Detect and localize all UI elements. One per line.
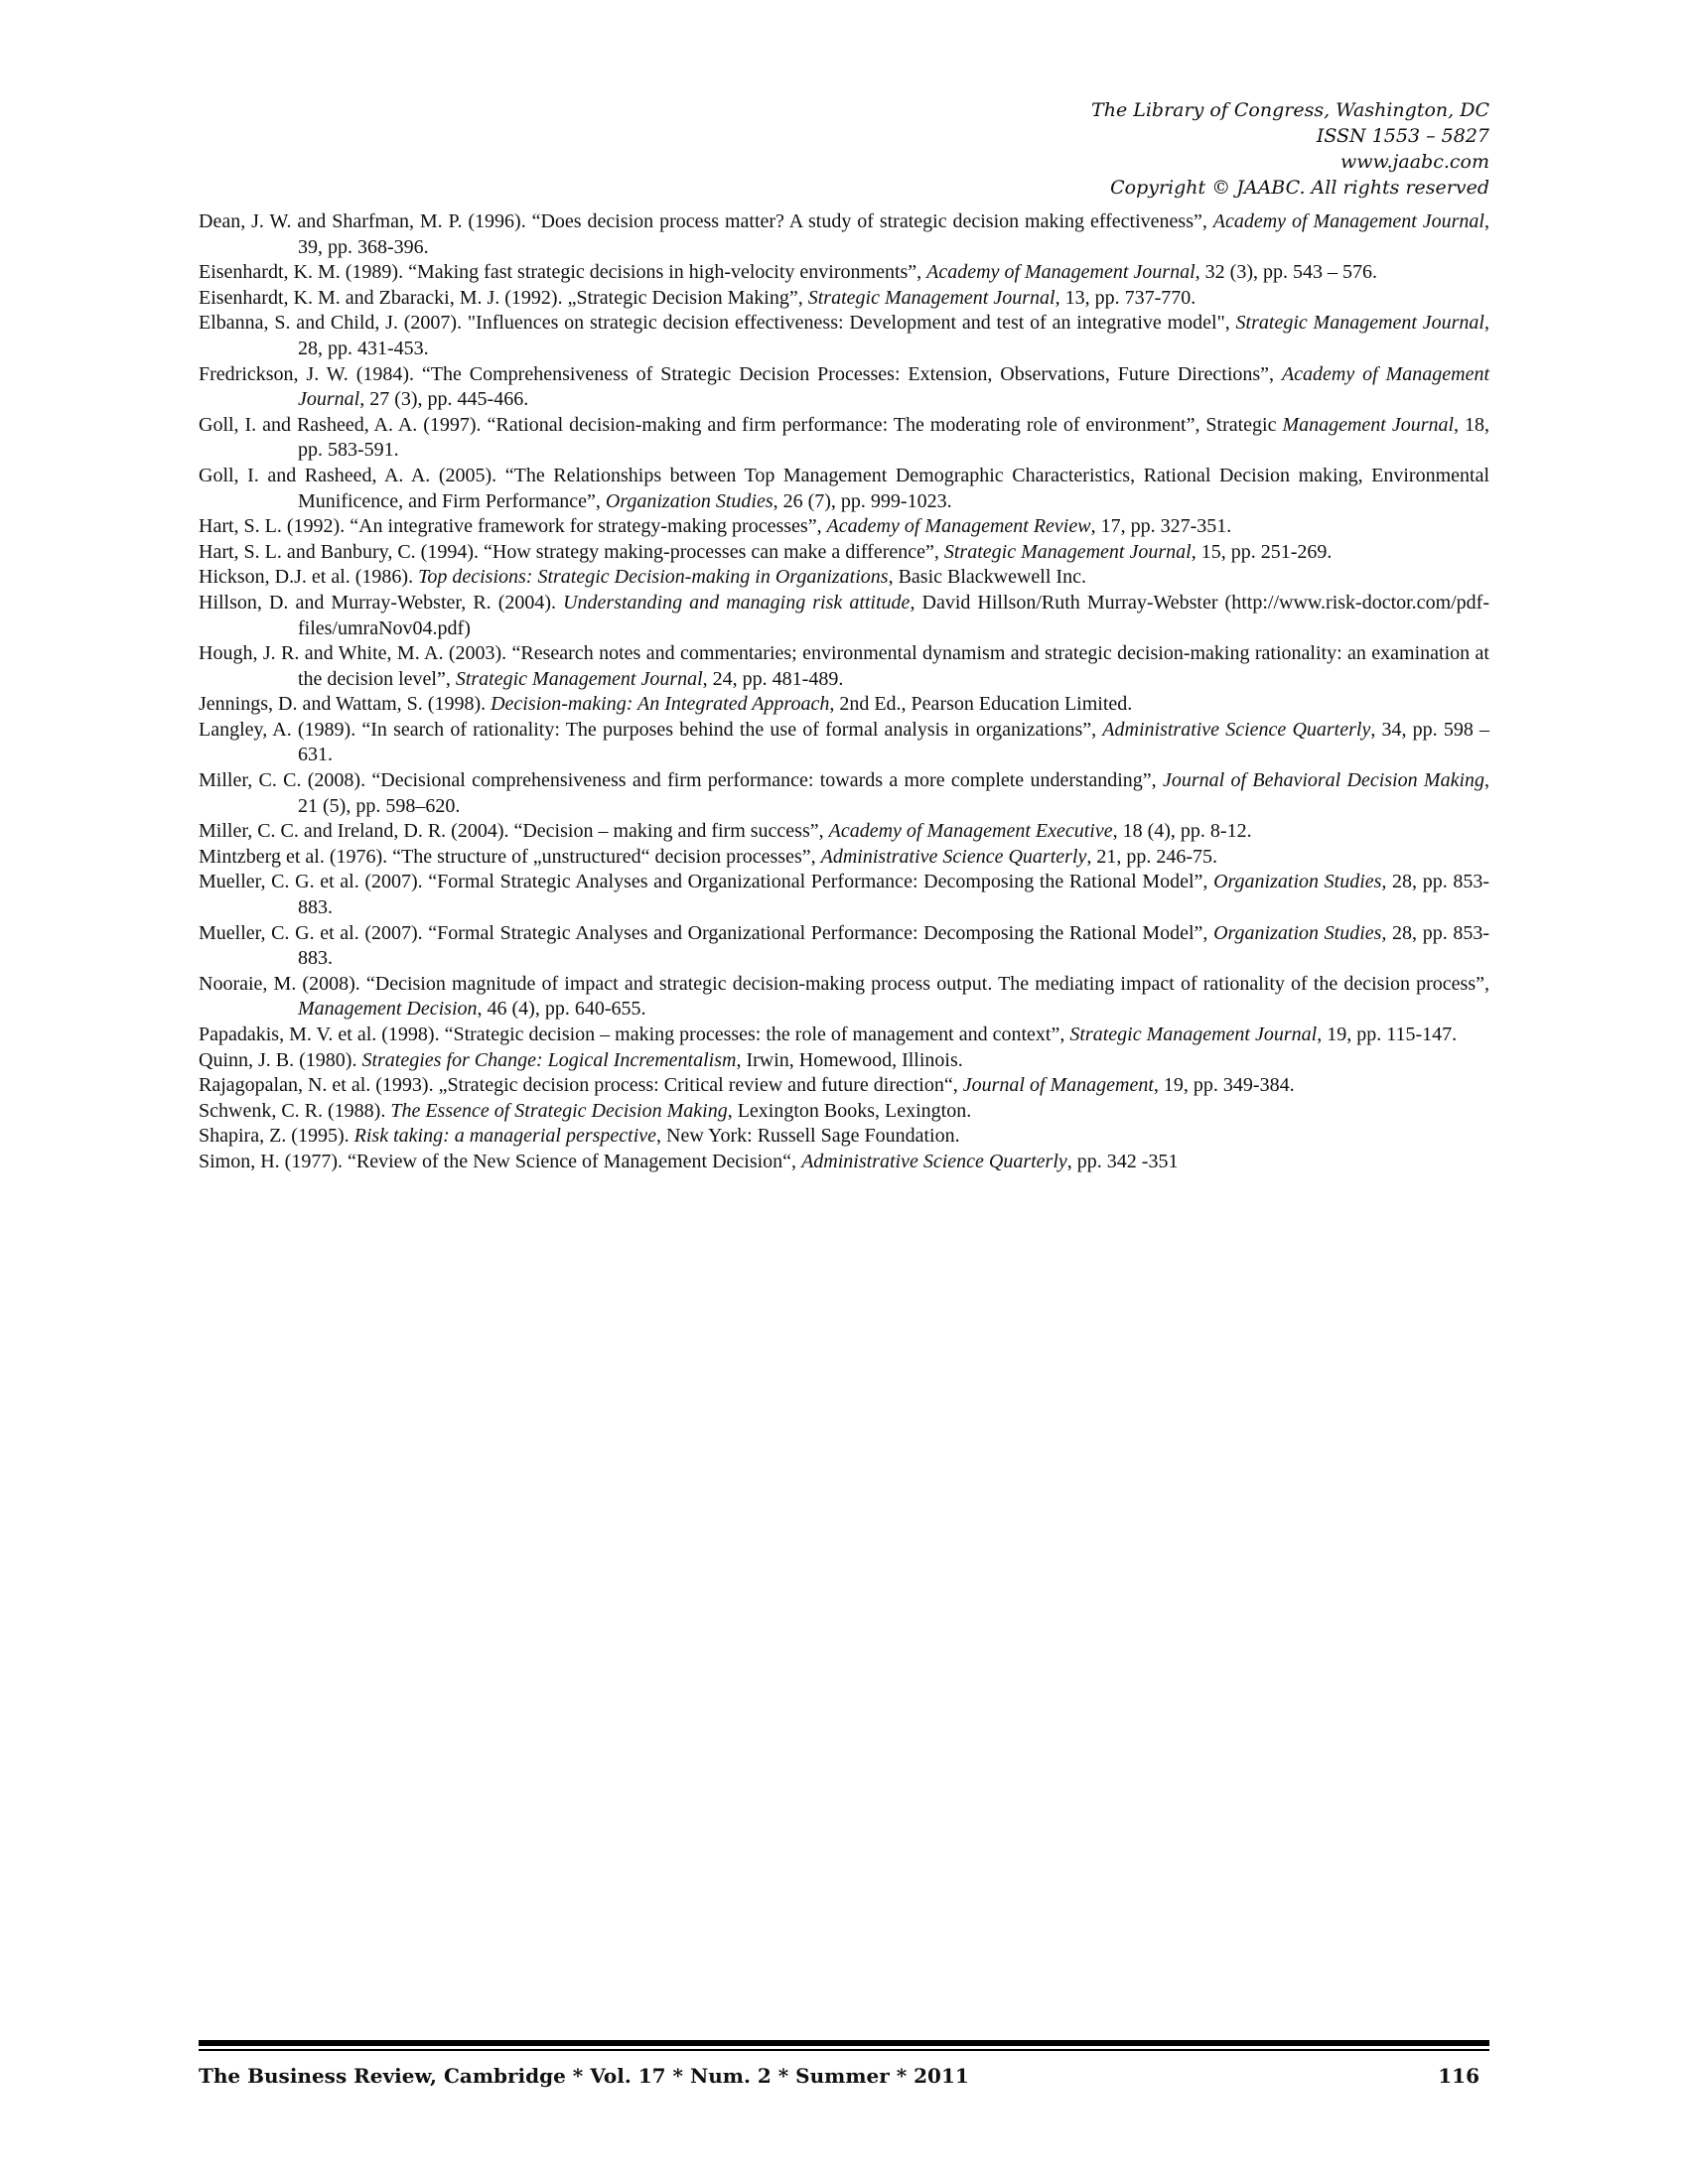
reference-source-title: Administrative Science Quarterly [1102,718,1371,741]
reference-entry [199,1023,1489,1048]
reference-details: , 34, pp. 598 – 631. [298,718,1490,766]
reference-details: , Basic Blackwewell Inc. [888,566,1086,589]
reference-source-title: Academy of Management Executive [828,820,1113,843]
reference-entry [199,260,1489,286]
reference-list [199,209,1489,1175]
reference-source-title: Strategic Management Journal [1069,1024,1318,1045]
reference-source-title: Organization Studies, [1213,921,1387,944]
reference-source-title: Strategies for Change: Logical Incrementalism [361,1048,737,1071]
reference-text: Rajagopalan, N. et al. (1993). „Strategic decision process: Critical review and future direction“, [199,1074,963,1097]
reference-details: , 18, pp. 583-591. [298,413,1489,462]
reference-entry [199,692,1489,718]
header-publisher: The Library of Congress, Washington, DC [1091,99,1489,121]
reference-details: , David Hillson/Ruth Murray-Webster (http://www.risk-doctor.com/pdf-files/umraNov04.pdf) [298,591,1489,639]
reference-source-title: Strategic Management Journal [807,286,1055,309]
footer-journal: The Business Review, Cambridge * Vol. 17 * Num. 2 * Summer * 2011 [199,2064,969,2088]
reference-details: , 13, pp. 737-770. [1055,286,1196,309]
reference-source-title: Strategic Management Journal [1235,312,1484,335]
reference-text: Goll, I. and Rasheed, A. A. (1997). “Rational decision-making and firm performance: The moderating role of environment”, Strategic [199,413,1283,436]
reference-details: , 19, pp. 349-384. [1153,1074,1295,1097]
reference-details: , 46 (4), pp. 640-655. [477,998,646,1021]
reference-details: 28, pp. 853-883. [298,921,1489,970]
reference-text: Hart, S. L. and Banbury, C. (1994). “How strategy making-processes can make a difference”, [199,540,944,563]
reference-text: Miller, C. C. (2008). “Decisional comprehensiveness and firm performance: towards a more complete understanding”, [199,769,1163,792]
reference-details: , pp. 342 -351 [1066,1150,1179,1172]
reference-source-title: Strategic Management Journal [455,667,703,690]
reference-source-title: Academy of Management Journal [1212,210,1484,232]
reference-entry [199,311,1489,361]
reference-source-title: Journal of Management [962,1074,1154,1097]
reference-text: Eisenhardt, K. M. and Zbaracki, M. J. (1992). „Strategic Decision Making”, [199,286,808,309]
reference-entry [199,362,1489,413]
reference-entry [199,209,1489,260]
reference-entry [199,565,1489,591]
reference-details: , 26 (7), pp. 999-1023. [773,489,952,512]
running-header [1091,97,1489,201]
reference-text: Langley, A. (1989). “In search of rationality: The purposes behind the use of formal analysis in organizations”, [199,718,1103,741]
reference-details: , 24, pp. 481-489. [702,667,844,690]
reference-source-title: Administrative Science Quarterly [820,845,1087,868]
reference-source-title: Decision-making: An Integrated Approach [491,693,830,716]
reference-entry [199,1124,1489,1150]
reference-entry [199,413,1489,464]
page-number: 116 [1438,2064,1479,2088]
reference-text: Miller, C. C. and Ireland, D. R. (2004). “Decision – making and firm success”, [199,820,829,843]
header-website: www.jaabc.com [1339,151,1489,173]
reference-entry [199,641,1489,692]
reference-text: Goll, I. and Rasheed, A. A. (2005). “The Relationships between Top Management Demographic Characteristics, Rational Decision making, Environmental Munificence, and Firm Performance”, [199,464,1489,512]
reference-text: Hickson, D.J. et al. (1986). [199,566,419,589]
reference-source-title: Academy of Management Journal [926,261,1196,284]
header-issn: ISSN 1553 – 5827 [1316,125,1489,147]
reference-source-title: Risk taking: a managerial perspective [353,1125,657,1148]
reference-details: 27 (3), pp. 445-466. [364,388,529,411]
reference-source-title: Academy of Management Review [826,515,1091,538]
reference-entry [199,1048,1489,1074]
reference-details: , New York: Russell Sage Foundation. [656,1125,960,1148]
reference-details: , 28, pp. 431-453. [298,312,1489,359]
reference-entry [199,972,1489,1023]
footer-rule-thin [199,2049,1489,2051]
reference-entry [199,464,1489,514]
reference-text: Hough, J. R. and White, M. A. (2003). “Research notes and commentaries; environmental dynamism and strategic decision-making rationality: an examination at the decision level”, [199,642,1489,690]
reference-text: Mueller, C. G. et al. (2007). “Formal Strategic Analyses and Organizational Performance: Decomposing the Rational Model”, [199,871,1214,893]
reference-source-title: Organization Studies [605,489,774,512]
reference-details: , 19, pp. 115-147. [1317,1024,1458,1045]
reference-entry [199,768,1489,819]
reference-source-title: Management Journal [1282,413,1455,436]
reference-source-title: Top decisions: Strategic Decision-making in Organizations [418,566,889,589]
reference-source-title: Administrative Science Quarterly [801,1150,1067,1172]
reference-entry [199,1099,1489,1125]
reference-entry [199,718,1489,768]
reference-entry [199,540,1489,566]
reference-entry [199,921,1489,972]
reference-entry [199,819,1489,845]
reference-text: Hillson, D. and Murray-Webster, R. (2004). [199,591,564,614]
reference-text: Shapira, Z. (1995). [199,1125,354,1148]
header-copyright: Copyright © JAABC. All rights reserved [1110,177,1489,199]
reference-text: Fredrickson, J. W. (1984). “The Comprehensiveness of Strategic Decision Processes: Extension, Observations, Future Directions”, [199,362,1282,385]
reference-text: Dean, J. W. and Sharfman, M. P. (1996). “Does decision process matter? A study of strategic decision making effectiveness”, [199,210,1213,232]
reference-details: 28, pp. 853-883. [298,871,1489,919]
reference-text: Elbanna, S. and Child, J. (2007). "Influences on strategic decision effectiveness: Development and test of an integrative model", [199,312,1236,335]
reference-entry [199,591,1489,641]
reference-details: , 18 (4), pp. 8-12. [1112,820,1252,843]
reference-source-title: Organization Studies, [1213,871,1387,893]
reference-source-title: Management Decision [298,998,478,1021]
reference-entry [199,845,1489,871]
reference-entry [199,870,1489,920]
reference-details: , Lexington Books, Lexington. [727,1099,972,1122]
reference-text: Mintzberg et al. (1976). “The structure of „unstructured“ decision processes”, [199,845,821,868]
reference-source-title: Understanding and managing risk attitude [563,591,911,614]
reference-text: Simon, H. (1977). “Review of the New Science of Management Decision“, [199,1150,802,1172]
reference-text: Eisenhardt, K. M. (1989). “Making fast strategic decisions in high-velocity environments”, [199,261,927,284]
footer-rule-thick [199,2040,1489,2046]
reference-source-title: Strategic Management Journal [943,540,1192,563]
reference-details: , 21 (5), pp. 598–620. [298,769,1490,817]
reference-entry [199,1073,1489,1099]
reference-entry [199,514,1489,540]
reference-text: Nooraie, M. (2008). “Decision magnitude of impact and strategic decision-making process output. The mediating impact of rationality of the decision process”, [199,972,1489,995]
reference-entry [199,1150,1489,1175]
reference-source-title: Journal of Behavioral Decision Making [1162,769,1485,792]
reference-text: Hart, S. L. (1992). “An integrative framework for strategy-making processes”, [199,515,827,538]
reference-text: Schwenk, C. R. (1988). [199,1099,391,1122]
reference-details: , 2nd Ed., Pearson Education Limited. [829,693,1133,716]
reference-details: , 21, pp. 246-75. [1086,845,1218,868]
reference-source-title: The Essence of Strategic Decision Making [390,1099,728,1122]
reference-details: , 32 (3), pp. 543 – 576. [1195,261,1377,284]
reference-text: Quinn, J. B. (1980). [199,1048,362,1071]
reference-details: , 17, pp. 327-351. [1090,515,1232,538]
reference-details: , Irwin, Homewood, Illinois. [736,1048,963,1071]
reference-text: Papadakis, M. V. et al. (1998). “Strategic decision – making processes: the role of management and context”, [199,1024,1070,1045]
reference-source-title: Academy of Management Journal, [298,362,1489,411]
reference-details: , 39, pp. 368-396. [298,210,1489,258]
reference-details: , 15, pp. 251-269. [1191,540,1333,563]
reference-text: Mueller, C. G. et al. (2007). “Formal Strategic Analyses and Organizational Performance: Decomposing the Rational Model”, [199,921,1214,944]
reference-entry [199,286,1489,312]
reference-text: Jennings, D. and Wattam, S. (1998). [199,693,492,716]
